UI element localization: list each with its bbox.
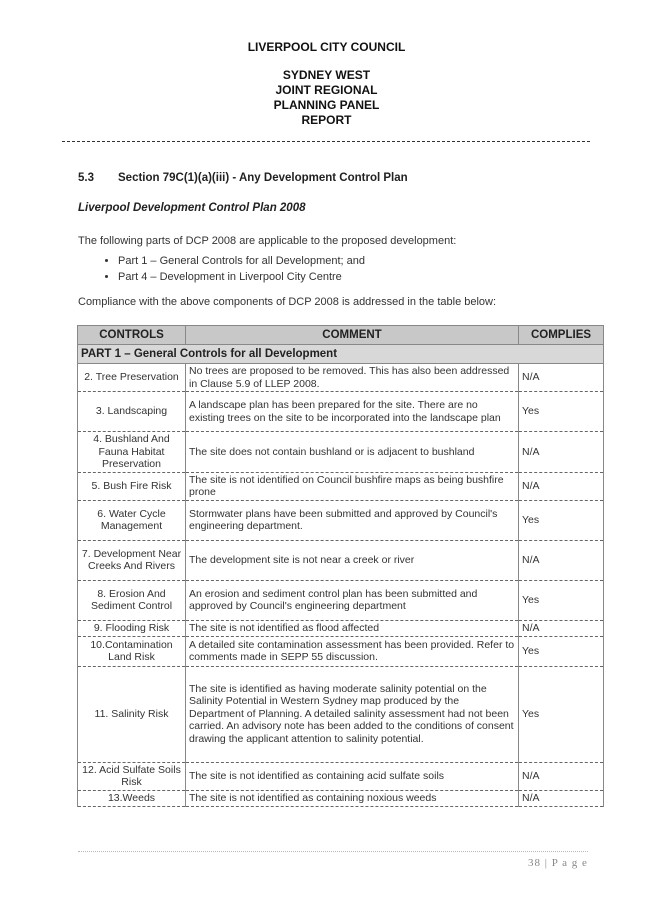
complies-cell: N/A — [519, 620, 604, 636]
council-title: LIVERPOOL CITY COUNCIL — [247, 40, 406, 54]
section-title: Section 79C(1)(a)(iii) - Any Development Control Plan — [118, 172, 408, 184]
report-line-4: REPORT — [301, 113, 352, 127]
header-complies: COMPLIES — [519, 326, 604, 345]
control-cell: 10.Contamination Land Risk — [78, 636, 186, 666]
section-subtitle: Liverpool Development Control Plan 2008 — [78, 202, 306, 214]
report-line-3: PLANNING PANEL — [273, 98, 380, 112]
table-header-row — [78, 326, 604, 345]
complies-cell: Yes — [519, 666, 604, 762]
table-row — [78, 432, 604, 473]
comment-cell: No trees are proposed to be removed. This has also been addressed in Clause 5.9 of LLEP 2008. — [186, 364, 519, 392]
report-line-2: JOINT REGIONAL — [275, 83, 378, 97]
complies-cell: N/A — [519, 472, 604, 500]
intro-paragraph: The following parts of DCP 2008 are applicable to the proposed development: — [78, 235, 457, 247]
comment-cell: The site is not identified as containing noxious weeds — [186, 790, 519, 806]
table-row — [78, 762, 604, 790]
table-row — [78, 364, 604, 392]
header-controls: CONTROLS — [78, 326, 186, 345]
header-divider — [62, 141, 590, 142]
control-cell: 6. Water Cycle Management — [78, 500, 186, 540]
complies-cell: N/A — [519, 364, 604, 392]
control-cell: 12. Acid Sulfate Soils Risk — [78, 762, 186, 790]
complies-cell: N/A — [519, 790, 604, 806]
section-heading — [78, 172, 408, 184]
page-number: 38 | P a g e — [528, 857, 588, 869]
comment-cell: The site is identified as having moderate salinity potential on the Salinity Potential in Western Sydney map produced by the Department of Planning. A detailed salinity assessment had not been carried. An advisory note has been added to the conditions of consent drawing the applicant attention to salinity potential. — [186, 666, 519, 762]
control-cell: 5. Bush Fire Risk — [78, 472, 186, 500]
compliance-intro: Compliance with the above components of DCP 2008 is addressed in the table below: — [78, 296, 497, 308]
control-cell: 4. Bushland And Fauna Habitat Preservation — [78, 432, 186, 473]
list-item: • Part 1 – General Controls for all Development; and — [118, 253, 365, 269]
comment-cell: The site does not contain bushland or is adjacent to bushland — [186, 432, 519, 473]
comment-cell: The site is not identified on Council bushfire maps as being bushfire prone — [186, 472, 519, 500]
complies-cell: N/A — [519, 432, 604, 473]
comment-cell: A detailed site contamination assessment has been provided. Refer to comments made in SEPP 55 discussion. — [186, 636, 519, 666]
table-row — [78, 636, 604, 666]
comment-cell: An erosion and sediment control plan has been submitted and approved by Council's engineering department — [186, 580, 519, 620]
part-label: PART 1 – General Controls for all Development — [78, 345, 604, 364]
comment-cell: The development site is not near a creek or river — [186, 540, 519, 580]
control-cell: 3. Landscaping — [78, 392, 186, 432]
table-row — [78, 472, 604, 500]
control-cell: 8. Erosion And Sediment Control — [78, 580, 186, 620]
section-number: 5.3 — [78, 172, 94, 184]
footer-divider — [78, 851, 588, 852]
comment-cell: The site is not identified as flood affected — [186, 620, 519, 636]
complies-cell: N/A — [519, 762, 604, 790]
list-item: • Part 4 – Development in Liverpool City Centre — [118, 269, 365, 285]
complies-cell: Yes — [519, 392, 604, 432]
control-cell: 13.Weeds — [78, 790, 186, 806]
table-row — [78, 500, 604, 540]
control-cell: 11. Salinity Risk — [78, 666, 186, 762]
comment-cell: A landscape plan has been prepared for the site. There are no existing trees on the site to be incorporated into the landscape plan — [186, 392, 519, 432]
comment-cell: The site is not identified as containing acid sulfate soils — [186, 762, 519, 790]
table-row — [78, 392, 604, 432]
comment-cell: Stormwater plans have been submitted and approved by Council's engineering department. — [186, 500, 519, 540]
table-row — [78, 580, 604, 620]
control-cell: 2. Tree Preservation — [78, 364, 186, 392]
control-cell: 7. Development Near Creeks And Rivers — [78, 540, 186, 580]
complies-cell: Yes — [519, 580, 604, 620]
complies-cell: Yes — [519, 500, 604, 540]
compliance-table — [77, 325, 604, 807]
header-comment: COMMENT — [186, 326, 519, 345]
table-row — [78, 790, 604, 806]
applicable-parts-list — [78, 253, 365, 285]
table-row — [78, 620, 604, 636]
control-cell: 9. Flooding Risk — [78, 620, 186, 636]
table-row — [78, 540, 604, 580]
complies-cell: N/A — [519, 540, 604, 580]
table-row — [78, 666, 604, 762]
complies-cell: Yes — [519, 636, 604, 666]
part-row — [78, 345, 604, 364]
report-line-1: SYDNEY WEST — [282, 68, 371, 82]
